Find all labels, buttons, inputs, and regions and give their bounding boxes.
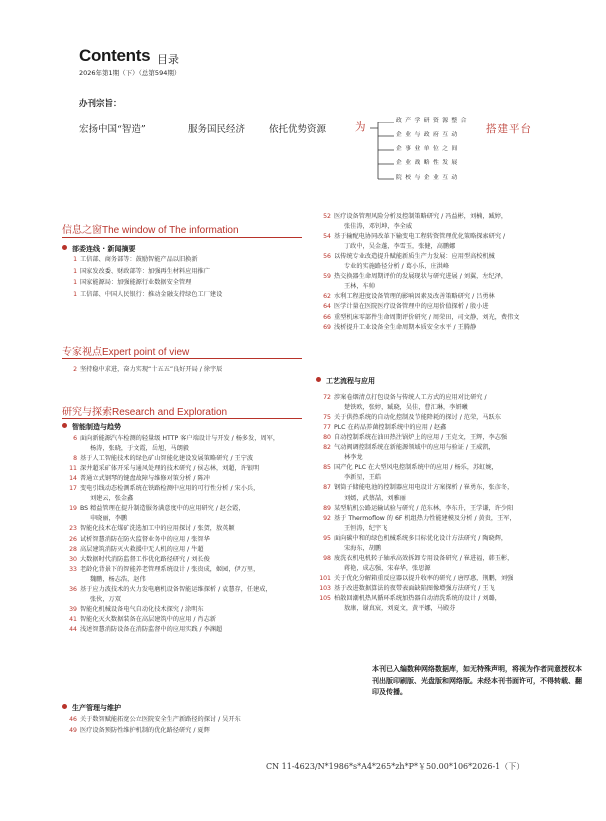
bullet-icon <box>62 423 67 428</box>
toc-entry <box>69 475 210 484</box>
entry-text: 医疗设备预防性维护机制的优化路径研究 / 夏辉 <box>80 727 210 734</box>
motto-label: 办刊宗旨： <box>79 99 122 109</box>
toc-entry <box>323 484 514 493</box>
toc-entry <box>323 534 508 544</box>
copyright-notice: 本刊已入编数种网络数据库，如无特殊声明，将视为作者同意授权本刊出版印刷版、光盘版和网络版。未经本刊书面许可，不得转载、翻印及传播。 <box>372 664 582 696</box>
contents-title: Contents <box>79 46 151 65</box>
toc-entry <box>334 545 381 554</box>
entry-text: 杨涛，张晓，于文霞，岳旭，马朗毅 <box>90 445 189 453</box>
page-number: 1 <box>73 279 77 286</box>
entry-text: 国产化 PLC 在大型风电控制系统中的应用 / 杨乐，苏虹婉， <box>334 464 498 472</box>
toc-entry <box>323 504 514 514</box>
page-number: 105 <box>319 595 331 602</box>
page-number: 101 <box>319 574 331 582</box>
entry-text: 楚铁欧，张婷，臧晓，吴佳，曹汇琳，李妍曦 <box>344 404 468 412</box>
toc-entry <box>334 525 387 534</box>
entry-text: 刘嫣，武蔡喆，刘雅丽 <box>344 494 406 502</box>
toc-entry <box>334 283 375 292</box>
cn-code: CN 11-4623/N*1986*s*A4*265*zh*P*￥50.00*106*2026-1（下） <box>266 762 525 771</box>
page-number: 72 <box>323 394 331 401</box>
entry-text: 关于数智赋能拓宽公立医院安全生产新路径的探讨 / 吴开东 <box>80 716 241 723</box>
bullet-icon <box>62 245 67 250</box>
toc-entry <box>80 576 146 585</box>
toc-entry <box>334 223 412 232</box>
toc-entry <box>334 454 363 463</box>
branch-item: 企 业 与 政 府 互 动 <box>396 132 459 138</box>
page-number: 6 <box>73 435 77 442</box>
entry-text: 李新星，王皓 <box>344 474 382 482</box>
entry-text: 气动阀调控制系统在新能源领域中的应用与验证 / 王威凯， <box>334 444 495 452</box>
section-info-title: 信息之窗The window of The information <box>62 225 239 236</box>
page-number: 56 <box>323 253 331 261</box>
toc-entry <box>323 424 447 433</box>
toc-entry <box>323 323 477 333</box>
page-number: 19 <box>69 505 77 513</box>
toc-entry <box>323 253 495 262</box>
toc-entry <box>69 625 223 635</box>
toc-entry <box>323 394 487 403</box>
page-number: 92 <box>323 514 331 522</box>
entry-text: 关于供热系统的自动化控制及节能降耗的探讨 / 范荣，马跃东 <box>334 414 501 422</box>
motto-platform: 搭建平台 <box>486 123 532 135</box>
entry-text: BS 精益管理在提升制造服务满意度中的应用研究 / 赵会霞， <box>80 505 245 513</box>
motto-part-3: 依托优势资源 <box>269 124 327 135</box>
section-subtitle: 工艺流程与应用 <box>316 376 375 386</box>
toc-entry <box>334 474 381 483</box>
entry-text: 试析智慧消防在防火监督业务中的应用 / 张智华 <box>80 535 210 543</box>
entry-text: 魏鹏，杨志浩，赵伟 <box>90 575 146 583</box>
toc-entry <box>319 595 501 604</box>
page-number: 1 <box>73 267 77 275</box>
entry-text: 变电引线动态检测系统在铁路检测中应用的可行性分析 / 宋小兵， <box>80 485 260 493</box>
page-number: 11 <box>69 465 77 473</box>
motto-wei: 为 <box>355 121 366 133</box>
section-research-title: 研究与探索Research and Exploration <box>62 407 228 418</box>
page-number: 62 <box>323 293 331 301</box>
page-number: 17 <box>69 485 77 493</box>
entry-text: 丁政中，吴金蓬，李雪玉，张健，高鹏娜 <box>344 243 456 251</box>
toc-entry <box>323 233 506 242</box>
toc-entry <box>323 414 501 423</box>
toc-entry <box>73 366 223 375</box>
toc-entry <box>80 596 121 605</box>
section-subtitle: 智能制造与趋势 <box>62 422 121 432</box>
toc-entry <box>69 605 204 615</box>
toc-entry <box>73 435 280 444</box>
toc-entry <box>69 555 210 565</box>
entry-text: 重型机床零部件生命周期评价研究 / 周荣田，司文静，刘光，费伟文 <box>334 313 520 321</box>
toc-entry <box>69 727 210 736</box>
entry-text: 智能化机械设备电气自动化技术探究 / 涂明东 <box>80 605 204 613</box>
toc-entry <box>69 615 216 625</box>
toc-entry <box>69 545 204 555</box>
entry-text: 深井超采矿体开采与通风处理的技术研究 / 侯志林，刘超，许银明 <box>80 465 260 473</box>
toc-entry <box>73 455 254 464</box>
toc-entry <box>323 313 520 323</box>
toc-entry <box>323 444 495 453</box>
toc-entry <box>69 585 272 595</box>
page-number: 66 <box>323 313 331 321</box>
page-number: 82 <box>323 444 331 452</box>
entry-text: 普通立式钢琴的键盘故障与维修对策分析 / 陈冲 <box>80 475 210 483</box>
page-number: 80 <box>323 434 331 442</box>
entry-text: 工信部、商务部等：鼓励智能产品以旧换新 <box>80 256 198 263</box>
entry-text: 基于 Thermoflow 的 6F 机组热力性能建模及分析 / 黄贵，王军， <box>334 514 516 522</box>
entry-text: 自动控制系统在油田热注锅炉上的应用 / 王克文，王辉，李志强 <box>334 434 508 442</box>
toc-entry <box>323 293 495 302</box>
page-number: 85 <box>323 464 331 472</box>
page-number: 54 <box>323 233 331 241</box>
branch-bracket <box>370 122 396 184</box>
toc-entry <box>319 574 514 584</box>
page-number: 30 <box>69 555 77 563</box>
toc-entry <box>334 243 455 252</box>
entry-text: 工信部、中国人民银行：推动金融支持绿色工厂建设 <box>80 290 223 298</box>
page-number: 98 <box>323 554 331 562</box>
page-number: 28 <box>69 545 77 553</box>
entry-text: 基于输配电协同改革下输变电工程转资管理优化策略探索研究 / <box>334 233 506 241</box>
toc-entry <box>69 565 260 575</box>
entry-text: 王林，车帅 <box>344 283 375 291</box>
entry-text: 老龄化背景下的智能养老管理系统设计 / 张贵成，姬园，伊万里， <box>80 565 260 573</box>
page-number: 1 <box>73 290 77 298</box>
branch-item: 院 校 与 企 业 互 动 <box>396 175 459 181</box>
toc-entry <box>73 267 210 277</box>
toc-entry <box>323 213 508 222</box>
entry-text: 涉案卷烟清点打包设备与传统人工方式的应用对比研究 / <box>334 394 487 401</box>
page-number: 46 <box>69 716 77 723</box>
toc-entry <box>69 535 210 545</box>
entry-text: 智能化灭火数据装备在高层建筑中的应用 / 肖志新 <box>80 615 216 623</box>
page-number: 89 <box>323 504 331 512</box>
entry-text: 关于优化分解箱重反应器以提升收率的研究 / 唐厚惠，荆鹏，刘强 <box>334 574 514 582</box>
page-number: 49 <box>69 727 77 734</box>
entry-text: 王恒涛，纪宇飞 <box>344 524 388 532</box>
page-number: 33 <box>69 565 77 573</box>
toc-entry <box>323 303 489 312</box>
section-subtitle: 生产管理与维护 <box>62 703 121 713</box>
page-number: 87 <box>323 484 331 492</box>
entry-text: 面向新能源汽车检测的轻量级 HTTP 客户端设计与开发 / 杨多发，周军， <box>80 435 280 442</box>
section-subtitle: 部委连线 · 新闻摘要 <box>62 244 136 254</box>
contents-title-cn: 目录 <box>157 53 179 66</box>
entry-text: 浅述智慧消防设备在消防监督中的应用实践 / 李渊超 <box>80 625 223 633</box>
entry-text: 宋海东，胡鹏 <box>344 544 382 552</box>
entry-text: 钢筒子储能电池的控制器应用电设计方案探析 / 崔勇东，张彦冬， <box>334 484 514 492</box>
entry-text: 医学计量在医院医疗设备管理中的应用价值探析 / 殷小进 <box>334 303 489 311</box>
issue-info: 2026年第1期（下）（总第594期） <box>79 69 181 77</box>
entry-text: 张伙，万双 <box>90 595 121 603</box>
page-number: 41 <box>69 615 77 623</box>
page-number: 14 <box>69 475 77 483</box>
toc-entry <box>73 290 223 300</box>
entry-text: 国家能源局：加强能源行业数据安全管理 <box>80 279 192 286</box>
entry-text: 浅析提升工业设备全生命周期本质安全水平 / 王腾静 <box>334 323 477 331</box>
entry-text: 柏散回潮机热风循环系统加热器自动清洗系统的设计 / 刘璐， <box>334 595 501 602</box>
entry-text: 大数据时代消防监督工作优化路径研究 / 刘长俊 <box>80 555 210 563</box>
toc-entry <box>80 515 127 524</box>
page-number: 26 <box>69 535 77 543</box>
entry-text: 水利工程进度设备管理的影响因素及改善策略研究 / 吕勇林 <box>334 293 495 301</box>
page-number: 2 <box>73 366 77 373</box>
toc-entry <box>69 525 235 534</box>
page-number: 52 <box>323 213 331 220</box>
branch-item: 企 事 业 单 位 之 间 <box>396 146 459 152</box>
toc-entry <box>334 404 468 413</box>
entry-text: 敖康，谢真宸，刘夏文，黄平娜，马殿芬 <box>344 605 456 613</box>
section-rule <box>62 237 302 238</box>
entry-text: 基于人工智能技术的绿色矿山智能化建设发展策略研究 / 王宁波 <box>80 455 254 463</box>
section-rule <box>62 358 302 359</box>
entry-text: 张佳涛，邓钊坤，李全威 <box>344 223 413 231</box>
page-number: 69 <box>323 323 331 331</box>
branch-item: 企 业 战 略 性 发 展 <box>396 160 459 166</box>
entry-text: 高层建筑消防灭火救援中无人机的应用 / 牛超 <box>80 545 204 553</box>
branch-item: 政 产 学 研 资 源 整 合 <box>396 118 468 124</box>
toc-entry <box>334 495 406 504</box>
entry-text: 基于应力波技术的火力发电磨机设备智能运维探析 / 袁慧存，任建成， <box>80 585 272 593</box>
page-number: 44 <box>69 625 77 633</box>
page-number: 95 <box>323 534 331 542</box>
toc-entry <box>73 279 192 288</box>
bullet-icon <box>62 704 67 709</box>
toc-entry <box>323 464 498 473</box>
toc-entry <box>323 514 516 524</box>
entry-text: 废洗衣机电机转子轴承高效拆卸专用设备研究 / 崔进福，韩玉彬， <box>334 554 514 562</box>
entry-text: 林李龙 <box>344 454 363 462</box>
toc-entry <box>69 465 260 474</box>
entry-text: 刘建云，张金鑫 <box>90 495 134 503</box>
entry-text: 热交换器生命周期评价的发展现状与研究进展 / 刘翼，左纪泽， <box>334 273 508 281</box>
toc-entry <box>319 584 495 594</box>
entry-text: 某型航机公路运输试验与研究 / 范东林，李东升，王学谦，许少阳 <box>334 504 514 512</box>
toc-entry <box>334 263 449 272</box>
toc-entry <box>323 273 508 282</box>
entry-text: 智能化技术在煤矿洗选加工中的应用探讨 / 张贺，敖英颖 <box>80 525 235 533</box>
toc-entry <box>334 565 431 574</box>
section-expert-title: 专家视点Expert point of view <box>62 347 190 358</box>
motto-part-2: 服务国民经济 <box>188 124 246 135</box>
entry-text: 蒋艳，成志强，宋春华，张思源 <box>344 564 431 572</box>
entry-text: 国家发改委、财政部等：加强再生材料应用推广 <box>80 267 210 275</box>
toc-entry <box>69 505 245 514</box>
page-number: 64 <box>323 303 331 311</box>
page-number: 77 <box>323 424 331 432</box>
page-number: 36 <box>69 585 77 593</box>
page-number: 39 <box>69 605 77 613</box>
toc-entry <box>69 485 260 494</box>
toc-entry <box>334 605 455 614</box>
toc-entry <box>80 495 133 504</box>
entry-text: 面向碳中和的绿色机械系统多目标优化设计方法研究 / 陶晓辉， <box>334 534 508 542</box>
page-number: 1 <box>73 256 77 263</box>
entry-text: 以传统专业改造提升赋能新质生产力发展：应用型高校机械 <box>334 253 495 261</box>
page-number: 75 <box>323 414 331 422</box>
toc-entry <box>323 554 514 564</box>
toc-entry <box>69 716 241 725</box>
page-number: 59 <box>323 273 331 281</box>
entry-text: PLC 在药品养菌控制系统中的应用 / 赵鑫 <box>334 424 447 432</box>
entry-text: 基于改进数据算法的夜带表面缺陷图像增强方法研究 / 王飞 <box>334 584 495 592</box>
entry-text: 申晓丽，李鹏 <box>90 515 128 523</box>
motto-part-1: 宏扬中国“智造” <box>79 124 146 135</box>
entry-text: 专业的实施路径分析 / 葛小乐，庄洪峰 <box>344 263 450 271</box>
toc-entry <box>323 434 508 443</box>
page-number: 8 <box>73 455 77 463</box>
section-rule <box>62 418 302 419</box>
toc-entry <box>73 256 198 265</box>
entry-text: 坚持稳中求进，奋力实现“十五五”良好开局 / 徐宇辰 <box>80 366 223 373</box>
entry-text: 医疗设备管理风险分析及控制策略研究 / 冯益彬，刘楠，臧婷， <box>334 213 508 220</box>
bullet-icon <box>316 377 321 382</box>
page-number: 103 <box>319 584 331 592</box>
toc-entry <box>80 445 189 454</box>
page-number: 23 <box>69 525 77 533</box>
